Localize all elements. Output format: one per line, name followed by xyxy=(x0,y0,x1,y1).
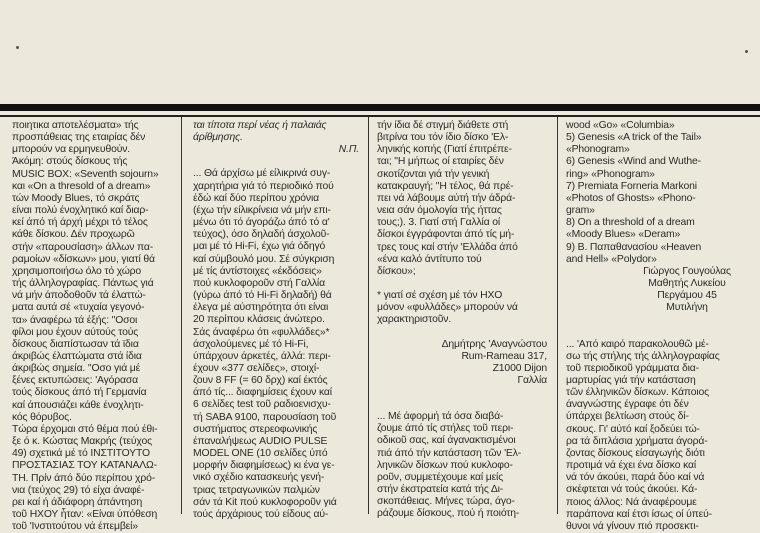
text-line: έλεγα μέ αύστηρότητα ότι είναι xyxy=(193,302,359,314)
text-line: συστήματος στερεοφωνικής xyxy=(193,424,359,436)
text-line: τοῦ περιοδικοῦ γράμματα δια- xyxy=(566,363,748,375)
text-line: ποιητικα αποτελέσματα» τής xyxy=(12,120,177,132)
text-line: ζουμε άπό τίς στήλες τοῦ περι- xyxy=(377,423,547,435)
text-line: πού κυκλοφοροῦν στή Γαλλία xyxy=(193,278,359,290)
text-line: ται; "Η μήπως οί εταιρίες δέν xyxy=(377,156,547,168)
text-line: ται τίποτα περί νέας ή παλαιάς xyxy=(193,120,359,132)
text-line: ... Θά άρχίσω μέ είλικρινά συγ- xyxy=(193,168,359,180)
text-line: πει νά λάβουμε αύτή τήν άδρά- xyxy=(377,193,547,205)
text-line: σκοτίζονται γιά τήν γενική xyxy=(377,169,547,181)
list-item: and Hell» «Polydor» xyxy=(566,254,748,266)
text-line: 20 περίπου κλάσεις άνώτερο. xyxy=(193,314,359,326)
list-item: ring» «Phonogram» xyxy=(566,169,748,181)
text-line: νικό σχέδιο κατασκευής γενή- xyxy=(193,472,359,484)
text-line: ΤΗ. Πρίν άπό δύο περίπου χρό- xyxy=(12,473,177,485)
list-item: «Moody Blues» «Deram» xyxy=(566,229,748,241)
text-line: ραμοίων «δίσκων» μου, γιατί θά xyxy=(12,254,177,266)
column-divider xyxy=(368,117,369,514)
header-rule-thick xyxy=(0,104,760,111)
text-line: ληνικῶν δίσκων πού κυκλοφο- xyxy=(377,460,547,472)
text-line: ύπάρχει βελτίωση στούς δί- xyxy=(566,411,748,423)
signature-line: Z1000 Dijon xyxy=(377,363,547,375)
text-line: τριας τετραγωνικών παλμών xyxy=(193,485,359,497)
text-line: βιτρίνα του τόν ίδιο δίσκο 'Ελ- xyxy=(377,132,547,144)
text-line: δίσκοι έγγράφονται άπό τίς μή- xyxy=(377,229,547,241)
text-line: «ένα καλό άντίτυπο τού xyxy=(377,254,547,266)
text-line: μορφήν διαφημίσεως) κι ένα γε- xyxy=(193,460,359,472)
text-line: κάθε δίσκου. Δέν προχωρῶ xyxy=(12,229,177,241)
list-item: «Photos of Ghosts» «Phono- xyxy=(566,193,748,205)
footnote xyxy=(377,290,547,326)
list-item: wood «Go» «Columbia» xyxy=(566,120,748,132)
text-line: θυνοι νά γίνουν πιό προσεκτι- xyxy=(566,521,748,533)
text-line: μαι μέ τό Hi-Fi, έχω γιά όδηγό xyxy=(193,241,359,253)
footnote-line: * γιατί σέ σχέση μέ τόν ΗΧΟ xyxy=(377,290,547,302)
text-line: 6 σελίδες test τοῦ ραδιοενισχυ- xyxy=(193,399,359,411)
text-line: τρες τους καί στήν 'Ελλάδα άπό xyxy=(377,242,547,254)
text-line: σκοπάθειας. Μήνες τώρα, άγο- xyxy=(377,496,547,508)
signature-block xyxy=(566,266,748,315)
text-line: φίλοι μου έχουν αύτούς τούς xyxy=(12,327,177,339)
list-item: «Phonogram» xyxy=(566,144,748,156)
text-line: σάν τά Kit πού κυκλοφοροῦν γιά xyxy=(193,497,359,509)
signature-line: Δημήτρης 'Αναγνώστου xyxy=(377,339,547,351)
text-line: ράζουμε δίσκους, πού ή ποιότη- xyxy=(377,508,547,520)
text-line: τούς άρχάριους τού είδους αύ- xyxy=(193,509,359,521)
text-line: παράπονα καί έτσι ίσως οί ύπεύ- xyxy=(566,509,748,521)
text-line: τῶν έλληνικῶν δίσκων. Κάποιος xyxy=(566,387,748,399)
text-line: άκριβώς έλαττώματα στά ίδια xyxy=(12,351,177,363)
record-list xyxy=(566,120,748,266)
text-line: ύπάρχουν άρκετές, άλλά: περι- xyxy=(193,351,359,363)
text-line: νεια σάν όμολογία τής ήττας xyxy=(377,205,547,217)
text-line: άναγνώστης έγραφε ότι δέν xyxy=(566,399,748,411)
text-line: τοῦ 'Ινστιτούτου νά έπεμβεί» xyxy=(12,521,177,533)
text-line: είναι πολύ ένοχλητικό καί διαρ- xyxy=(12,205,177,217)
text-line: σω τής στήλης τής άλληλογραφίας xyxy=(566,351,748,363)
signature-line: Rum-Rameau 317, xyxy=(377,351,547,363)
text-line: (γύρω άπό τό Hi-Fi δηλαδή) θά xyxy=(193,290,359,302)
signature-line: Μαθητής Λυκείου xyxy=(626,278,748,290)
column-2-body xyxy=(193,168,359,521)
signature-line: Γαλλία xyxy=(377,375,547,387)
text-line: κεί άπό τή άρχή μέχρι τό τέλος xyxy=(12,217,177,229)
text-line: τήν ίδια δέ στιγμή διάθετε στή xyxy=(377,120,547,132)
column-3-body xyxy=(377,120,547,278)
signature-block xyxy=(377,339,547,388)
list-item: 8) On a threshold of a dream xyxy=(566,217,748,229)
text-line: μέ τίς άντίστοιχες «έκδόσεις» xyxy=(193,266,359,278)
text-line: στήν «παρουσίαση» άλλων πα- xyxy=(12,242,177,254)
column-2 xyxy=(193,120,359,514)
text-line: σκους. Γι' αύτό καί ξοδεύει τώ- xyxy=(566,424,748,436)
text-line: ματα αυτά σέ «τυχαία γεγονό- xyxy=(12,302,177,314)
text-line: οδικοῦ σας, καί άγανακτισμένοι xyxy=(377,435,547,447)
column-2-intro xyxy=(193,120,359,144)
text-line: Άκόμη: στούς δίσκους τής xyxy=(12,156,177,168)
column-divider xyxy=(557,117,558,514)
text-line: καί άπουσιάζει κάθε ένοχλητι- xyxy=(12,400,177,412)
text-line: και «On a thresold of a dream» xyxy=(12,181,177,193)
text-line: τούς δίσκους άπό τή Γερμανία xyxy=(12,387,177,399)
text-line: πιά άπό τήν κατάσταση τῶν 'Ελ- xyxy=(377,448,547,460)
text-line: ροῦν, συμμετέχουμε καί μείς xyxy=(377,472,547,484)
text-line: νά μήν άποδοθοῦν τά έλαττώ- xyxy=(12,290,177,302)
signature-line: Γιώργος Γουγούλας xyxy=(626,266,748,278)
text-line: δίσκου»; xyxy=(377,266,547,278)
header-rule-thin xyxy=(0,115,760,117)
text-line: άσχολούμενες μέ τό Hi-Fi, xyxy=(193,339,359,351)
text-line: MUSIC BOX: «Seventh sojourn» xyxy=(12,169,177,181)
text-line: ξε ό κ. Κώστας Μακρής (τεύχος xyxy=(12,436,177,448)
text-line: άκριβώς σημεία. "Οσο γιά μέ xyxy=(12,363,177,375)
text-line: τής άλληλογραφίας. Πάντως γιά xyxy=(12,278,177,290)
text-line: τους;). 3. Γιατί στή Γαλλία οί xyxy=(377,217,547,229)
intro-signature: Ν.Π. xyxy=(193,144,359,156)
signature-line: Μυτιλήνη xyxy=(626,302,748,314)
text-line: δίσκους διαπίστωσαν τά ϊδια xyxy=(12,339,177,351)
ink-speck xyxy=(745,50,748,53)
text-line: άπό τίς... διαφημίσεις έχουν καί xyxy=(193,387,359,399)
footnote-line: χαρακτηριστοῦν. xyxy=(377,314,547,326)
text-line: MODEL ONE (10 σελίδες ύπό xyxy=(193,448,359,460)
list-item: 6) Genesis «Wind and Wuthe- xyxy=(566,156,748,168)
text-line: νια (τεύχος 29) τό είχα άναφέ- xyxy=(12,485,177,497)
text-line: ΠΡΟΣΤΑΣΙΑΣ ΤΟΥ ΚΑΤΑΝΑΛΩ- xyxy=(12,460,177,472)
text-line: έπαναλήψεως AUDIO PULSE xyxy=(193,436,359,448)
text-line: Τώρα έρχομαι στό θέμα πού έθι- xyxy=(12,424,177,436)
text-line: προτιμά νά έχει ένα δίσκο καί xyxy=(566,460,748,472)
text-line: Σάς άναφέρω ότι «φυλλάδες»* xyxy=(193,327,359,339)
text-line: μπορούν να ερμηνευθούν. xyxy=(12,144,177,156)
text-line: κατακραυγή; "Η τέλος, θά πρέ- xyxy=(377,181,547,193)
text-line: τοῦ ΗΧΟΥ ἦταν: «Είναι ύπόθεση xyxy=(12,509,177,521)
text-line: έδώ καί δύο περίπου χρόνια xyxy=(193,193,359,205)
text-line: ... 'Από καιρό παρακολουθῶ μέ- xyxy=(566,339,748,351)
footnote-line: μόνον «φυλλάδες» μπορούν νά xyxy=(377,302,547,314)
column-4-letter xyxy=(566,339,748,533)
text-line: ζουν 8 FF (= 60 δρχ) καί έκτός xyxy=(193,375,359,387)
column-3 xyxy=(377,120,547,514)
list-item: 9) B. Παπαθανασίου «Heaven xyxy=(566,242,748,254)
column-4 xyxy=(566,120,748,514)
text-line: ρα τά διπλάσια χρήματα άγορά- xyxy=(566,436,748,448)
text-line: ποιος άλλος: Νά άναφέρουμε xyxy=(566,497,748,509)
text-line: ζοντας δίσκους είσαγωγής διότι xyxy=(566,448,748,460)
text-line: χρησιμοποιήσω όλο τό χώρο xyxy=(12,266,177,278)
text-line: ξένες εκτυπώσεις: 'Αγόρασα xyxy=(12,375,177,387)
text-line: 49) σχετικά μέ τό ΙΝΣΤΙΤΟΥΤΟ xyxy=(12,448,177,460)
list-item: gram» xyxy=(566,205,748,217)
text-line: κός θόρυβος. xyxy=(12,412,177,424)
text-line: (έχω τήν είλικρίνεια νά μήν επι- xyxy=(193,205,359,217)
column-3-letter xyxy=(377,411,547,520)
text-line: έχουν «377 σελίδες», στοιχί- xyxy=(193,363,359,375)
text-line: νά τόν άκούει, παρά δύο καί νά xyxy=(566,472,748,484)
column-divider xyxy=(181,117,182,514)
text-line: άρίθμησης. xyxy=(193,132,359,144)
text-line: χαρητήρια γιά τό περιοδικό πού xyxy=(193,181,359,193)
list-item: 5) Genesis «A trick of the Tail» xyxy=(566,132,748,144)
text-line: τεύχος), όσο δηλαδή άσχολοῦ- xyxy=(193,229,359,241)
list-item: 7) Premiata Forneria Markoni xyxy=(566,181,748,193)
ink-speck xyxy=(16,46,19,49)
text-line: σκέφτεται νά τούς άκούει. Κά- xyxy=(566,484,748,496)
text-line: τών Moody Blues, τό σκράτς xyxy=(12,193,177,205)
text-line: ... Μέ άφορμή τά όσα διαβά- xyxy=(377,411,547,423)
text-line: μένω ότι τό άγοράζω άπό τό α' xyxy=(193,217,359,229)
signature-line: Περγάμου 45 xyxy=(626,290,748,302)
text-line: ληνικής κοπής (Γιατί έπιτρέπε- xyxy=(377,144,547,156)
text-line: καί σύμβουλό μου. Σέ σύγκριση xyxy=(193,254,359,266)
text-line: τα» άναφέρω τά έξής: "Οσοι xyxy=(12,315,177,327)
text-line: τή SABA 9100, παρουσίαση τοῦ xyxy=(193,412,359,424)
column-1 xyxy=(12,120,177,514)
text-line: ρει καί ή άδιάφορη άπάντηση xyxy=(12,497,177,509)
text-line: προσπάθειας της εταιρίας δέν xyxy=(12,132,177,144)
text-line: μαρτυρίας γιά τήν κατάσταση xyxy=(566,375,748,387)
text-line: στήν έκστρατεία κατά τής Δι- xyxy=(377,484,547,496)
